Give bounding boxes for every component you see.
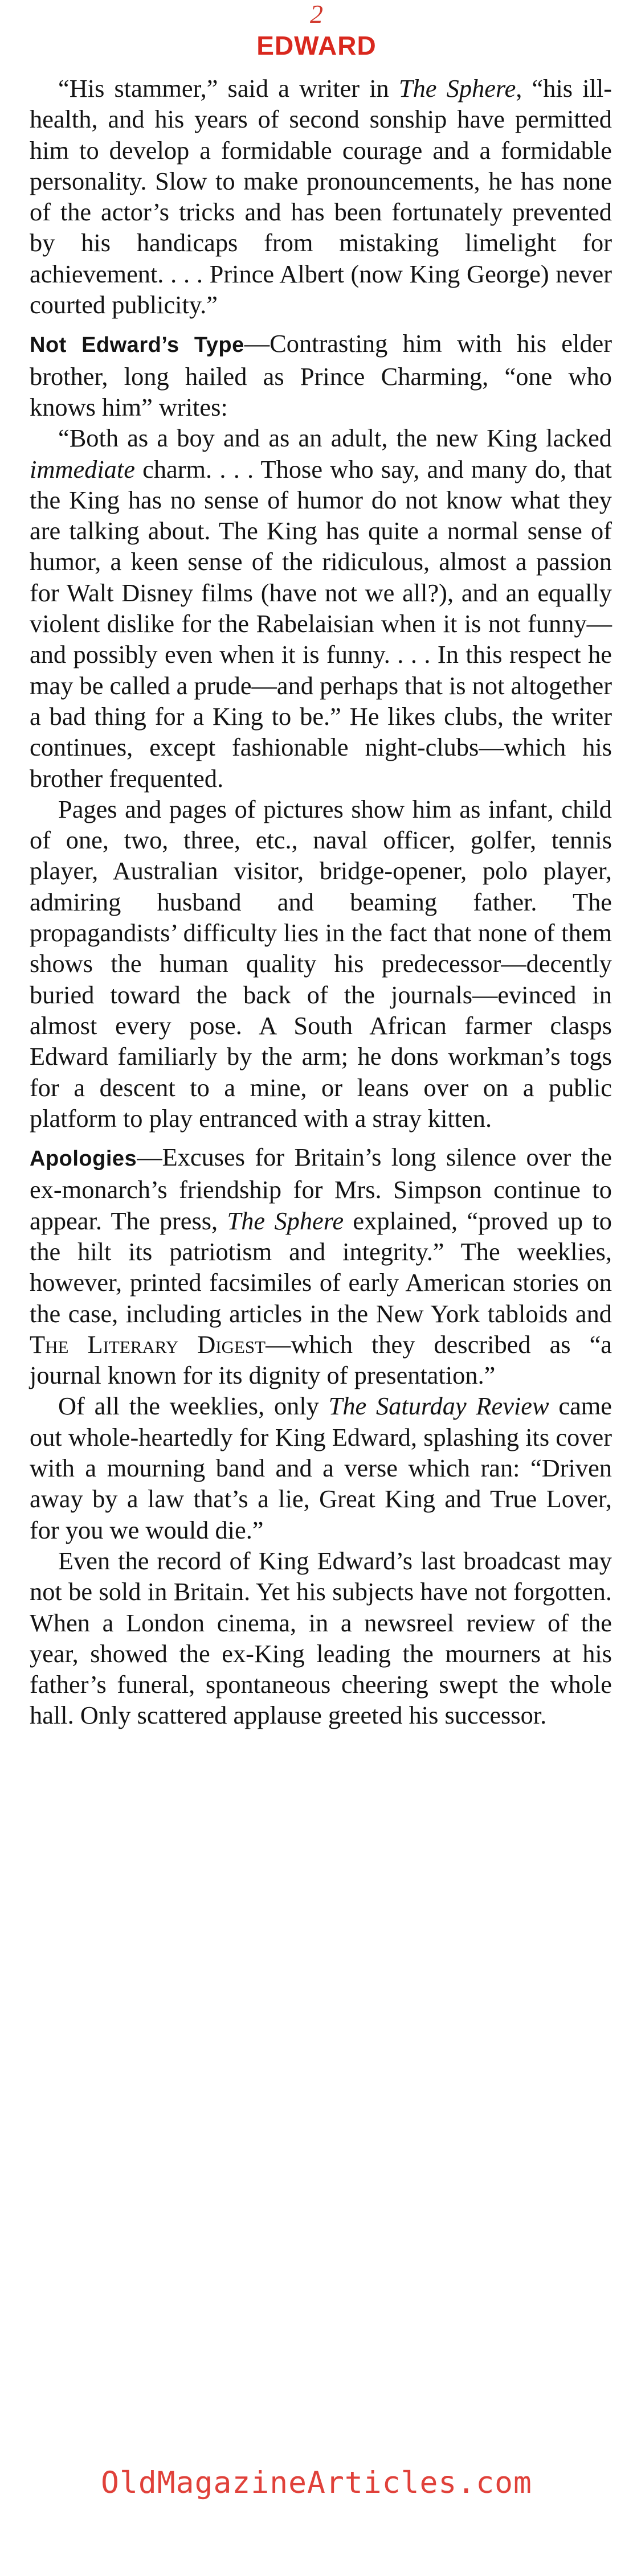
section-apologies: Apologies—Excuses for Britain’s long silence over the ex-monarch’s friendship for Mrs. Simpson continue to appear. The press, The Sphere explained, “proved up to the hilt its patriotism and integrity.” The weeklies, however, printed facsimiles of early American stories on the case, including articles in the New York tabloids and The Literary Digest—which they described as “a journal known for its dignity of presentation.”	[30, 1143, 612, 1390]
publication-title: The Literary Digest	[30, 1330, 266, 1359]
paragraph-pictures: Pages and pages of pictures show him as infant, child of one, two, three, etc., naval officer, golfer, tennis player, Australian visitor, bridge-opener, polo player, admiring husband and beaming father. The propagandists’ difficulty lies in the fact that none of them shows the human quality his predecessor—decently buried toward the back of the journals—evinced in almost every pose. A South African farmer clasps Edward familiarly by the arm; he dons workman’s togs for a descent to a mine, or leans over on a public platform to play entranced with a stray kitten.	[30, 794, 612, 1133]
article-body	[30, 73, 612, 1731]
section-not-edwards-type: Not Edward’s Type—Contrasting him with his elder brother, long hailed as Prince Charming, “one who knows him” writes:	[30, 329, 612, 421]
publication-title: The Sphere	[227, 1206, 344, 1235]
paragraph-saturday-review: Of all the weeklies, only The Saturday Review came out whole-heartedly for King Edward, splashing its cover with a mourning band and a verse which ran: “Driven away by a law that’s a lie, Great King and True Lover, for you we would die.”	[30, 1392, 612, 1544]
publication-title: The Sphere	[398, 74, 516, 102]
paragraph-charm-quote: “Both as a boy and as an adult, the new King lacked immediate charm. . . . Those who say, and many do, that the King has no sense of humor do not know what they are talking about. The King has quite a normal sense of humor, a keen sense of the ridiculous, almost a passion for Walt Disney films (have not we all?), and an equally violent dislike for the Rabelaisian when it is not funny—and possibly even when it is funny. . . . In this respect he may be called a prude—and perhaps that is not altogether a bad thing for a King to be.” He likes clubs, the writer continues, except fashionable night-clubs—which his brother frequented.	[30, 424, 612, 793]
publication-title: The Saturday Review	[328, 1392, 549, 1421]
paragraph-broadcast: Even the record of King Edward’s last broadcast may not be sold in Britain. Yet his subjects have not forgotten. When a London cinema, in a newsreel review of the year, showed the ex-King leading the mourners at his father’s funeral, spontaneous cheering swept the whole hall. Only scattered applause greeted his successor.	[30, 1546, 612, 1730]
site-watermark: OldMagazineArticles.com	[101, 2466, 532, 2500]
section-heading: Apologies	[30, 1147, 137, 1171]
page-title: EDWARD	[256, 31, 377, 60]
section-heading: Not Edward’s Type	[30, 333, 244, 358]
page-number: 2	[310, 0, 323, 28]
emphasis-text: immediate	[30, 454, 135, 483]
paragraph-sphere-quote: “His stammer,” said a writer in The Sphere, “his ill-health, and his years of second sonship have permitted him to develop a formidable courage and a formidable personality. Slow to make pronouncements, he has none of the actor’s tricks and has been fortunately prevented by his handicaps from mistaking limelight for achievement. . . . Prince Albert (now King George) never courted publicity.”	[30, 74, 612, 319]
